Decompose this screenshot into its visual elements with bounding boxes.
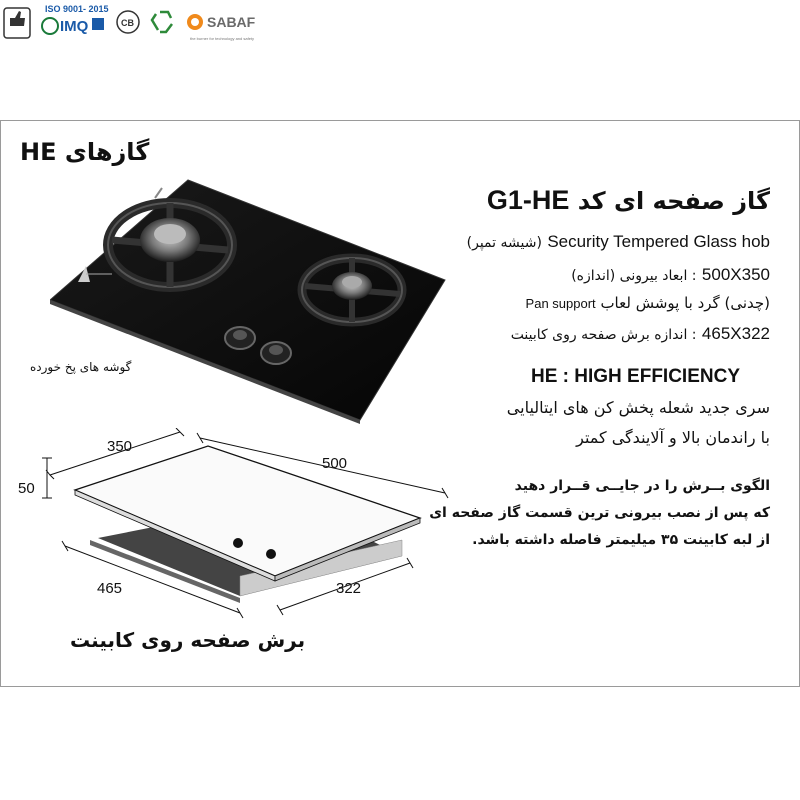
spec-pan xyxy=(526,294,770,312)
cutout-caption: برش صفحه روی کابینت xyxy=(70,628,306,652)
model-prefix: گاز صفحه ای کد xyxy=(577,187,770,215)
dim-width: 500 xyxy=(322,455,348,472)
page-title: گازهای HE xyxy=(20,138,150,166)
hob-image xyxy=(50,170,450,425)
spec-glass xyxy=(467,232,770,252)
iso-imq-logo xyxy=(42,4,109,35)
recycle-icon xyxy=(152,12,172,32)
svg-text:CB: CB xyxy=(121,18,134,28)
model-code: G1-HE xyxy=(486,185,570,215)
cutout-diagram xyxy=(30,428,450,623)
spec-pan-fa: (چدنی) گرد با پوشش لعاب xyxy=(600,294,770,312)
cb-certificate-icon xyxy=(117,11,139,33)
glass-top xyxy=(50,180,445,420)
dim-depth: 350 xyxy=(107,438,133,455)
he-line-1: سری جدید شعله پخش کن های ایتالیایی xyxy=(506,398,770,417)
spec-pan-en: Pan support xyxy=(525,296,596,311)
dim-cut-depth: 322 xyxy=(336,580,362,597)
sabaf-sub: the burner for technology and safety xyxy=(190,36,255,41)
spec-cut-value: 465X322 xyxy=(701,324,770,343)
dim-height: 50 xyxy=(18,480,35,497)
knob-left xyxy=(225,327,255,349)
spec-cut-label: : اندازه برش صفحه روی کابینت xyxy=(510,327,697,343)
cut-note-line-2: که پس از نصب بیرونی ترین قسمت گاز صفحه ای xyxy=(429,505,770,521)
spec-dimensions-value: 500X350 xyxy=(701,265,770,284)
knob-hole-2 xyxy=(266,549,276,559)
sabaf-logo xyxy=(187,14,256,41)
spec-glass-en: Security Tempered Glass hob xyxy=(547,232,770,251)
spec-dimensions xyxy=(571,265,770,285)
he-heading: HE : HIGH EFFICIENCY xyxy=(530,366,740,387)
small-burner xyxy=(302,258,402,322)
he-line-2: با راندمان بالا و آلایندگی کمتر xyxy=(576,428,770,447)
knob-hole-1 xyxy=(233,538,243,548)
knob-right xyxy=(261,342,291,364)
spec-glass-fa: (شیشه تمپر) xyxy=(466,235,542,251)
certification-logos xyxy=(0,0,280,44)
model-line xyxy=(470,185,770,216)
spec-cut xyxy=(511,324,770,344)
cut-note-line-1: الگوی بــرش را در جایــی قــرار دهید xyxy=(514,478,770,494)
cut-note-line-3: از لبه کابینت ۳۵ میلیمتر فاصله داشته باشد. xyxy=(472,532,770,548)
corner-label: گوشه های پخ خورده xyxy=(30,360,132,374)
iso-text: ISO 9001- 2015 xyxy=(45,4,109,14)
sabaf-text: SABAF xyxy=(207,14,256,30)
imq-text: IMQ xyxy=(60,18,89,35)
dim-cut-width: 465 xyxy=(97,580,123,597)
thumb-up-badge-icon xyxy=(4,8,30,38)
spec-dimensions-label: : ابعاد بیرونی (اندازه) xyxy=(571,268,697,284)
